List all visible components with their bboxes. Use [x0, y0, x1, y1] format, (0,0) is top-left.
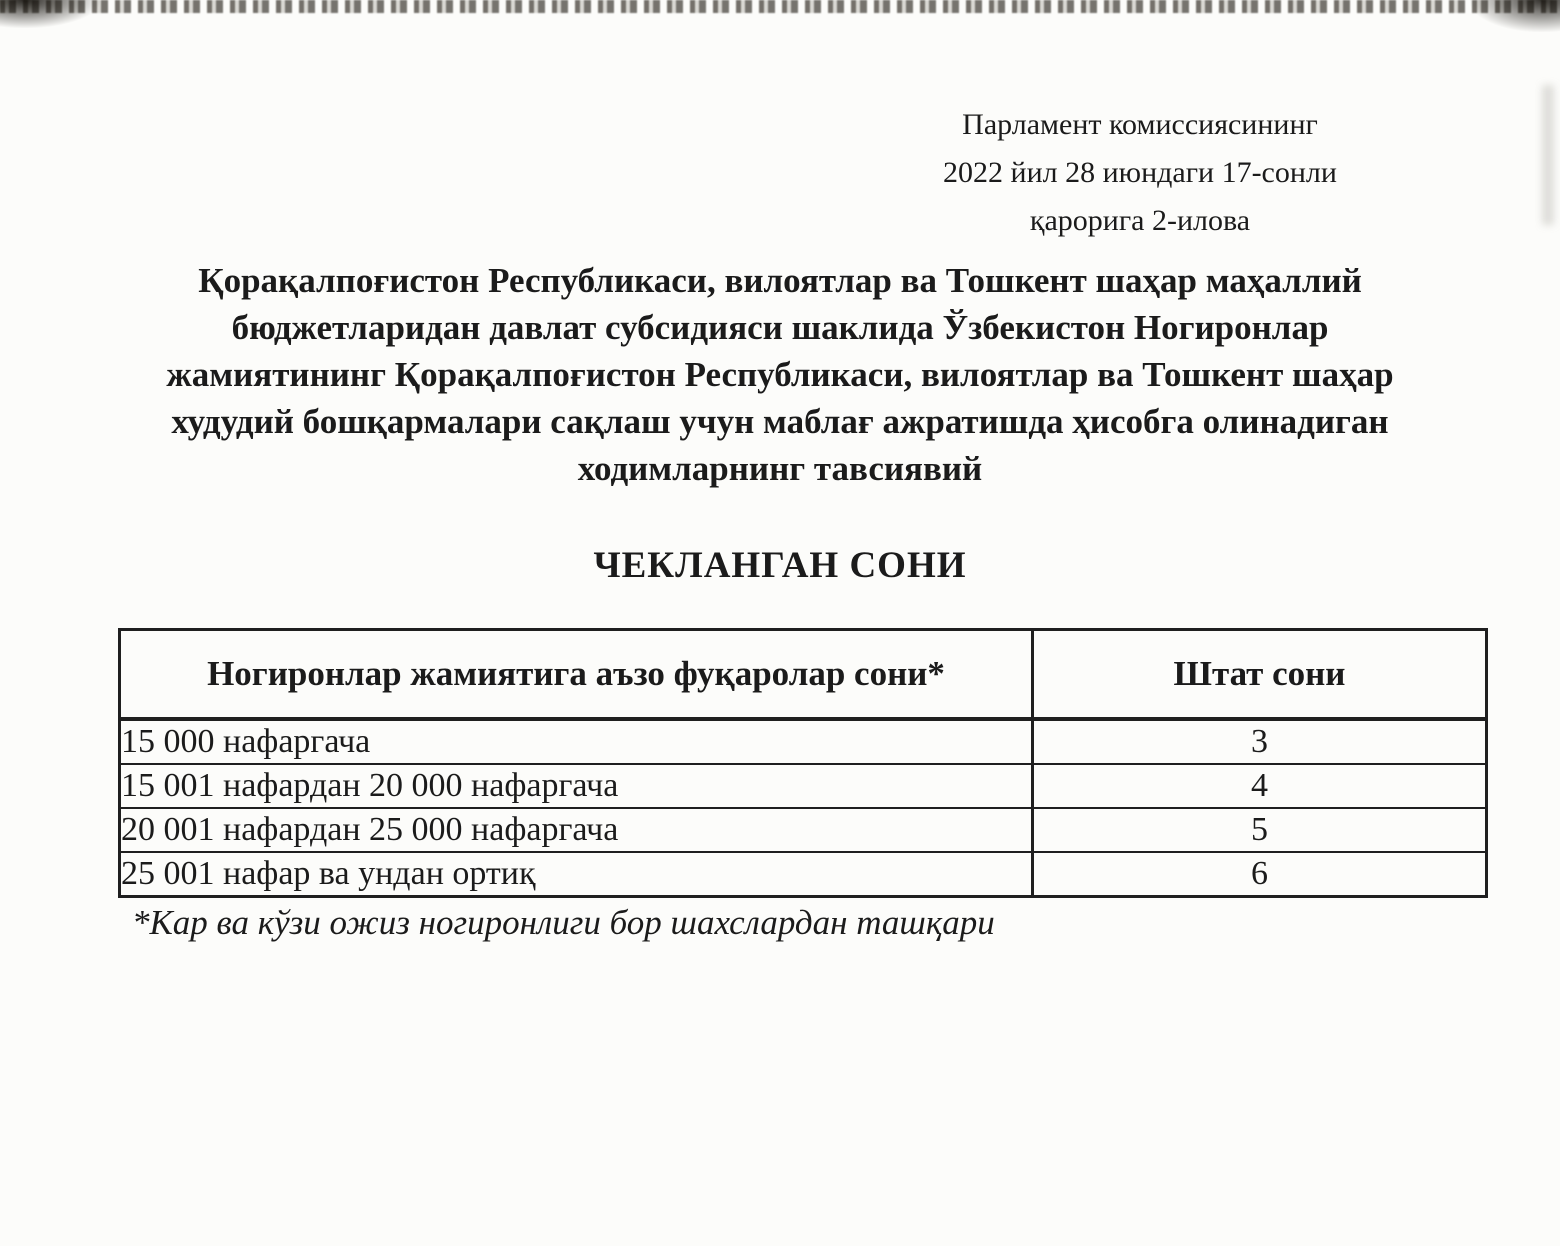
cell-staff: 5 [1033, 808, 1487, 852]
header-cell-staff: Штат сони [1033, 630, 1487, 720]
table-row [120, 852, 1487, 897]
reference-line-3: қарорига 2-илова [1029, 204, 1251, 237]
heading-line-5: ходимларнинг тавсиявий [577, 449, 983, 488]
staffing-table [118, 628, 1488, 898]
reference-block [900, 101, 1380, 245]
cell-staff: 3 [1033, 719, 1487, 764]
cell-staff: 4 [1033, 764, 1487, 808]
reference-line-1: Парламент комиссиясининг [962, 108, 1318, 141]
table-row [120, 808, 1487, 852]
reference-line-2: 2022 йил 28 июндаги 17-сонли [943, 156, 1337, 189]
cell-members: 15 001 нафардан 20 000 нафаргача [120, 764, 1033, 808]
table-header-row [120, 630, 1487, 720]
table-row [120, 764, 1487, 808]
heading-line-2: бюджетларидан давлат субсидияси шаклида Ўзбекистон Ногиронлар [231, 308, 1329, 347]
section-title: ЧЕКЛАНГАН СОНИ [593, 545, 967, 586]
cell-members: 15 000 нафаргача [120, 719, 1033, 764]
table-row [120, 719, 1487, 764]
cell-members: 20 001 нафардан 25 000 нафаргача [120, 808, 1033, 852]
scan-noise-top-edge [0, 0, 1560, 13]
header-cell-members: Ногиронлар жамиятига аъзо фуқаролар сони* [120, 630, 1033, 720]
scan-smudge-right-edge [1542, 85, 1554, 225]
cell-members: 25 001 нафар ва ундан ортиқ [120, 852, 1033, 897]
heading-line-3: жамиятининг Қорақалпоғистон Республикаси, вилоятлар ва Тошкент шаҳар [166, 355, 1394, 394]
document-heading [85, 257, 1475, 492]
scan-blob-top-left [0, 0, 100, 28]
heading-line-4: худудий бошқармалари сақлаш учун маблағ ажратишда ҳисобга олинадиган [171, 402, 1389, 441]
heading-line-1: Қорақалпоғистон Республикаси, вилоятлар ва Тошкент шаҳар маҳаллий [198, 261, 1362, 300]
cell-staff: 6 [1033, 852, 1487, 897]
scan-blob-top-right [1470, 0, 1560, 32]
footnote: *Кар ва кўзи ожиз ногиронлиги бор шахслардан ташқари [132, 903, 995, 942]
